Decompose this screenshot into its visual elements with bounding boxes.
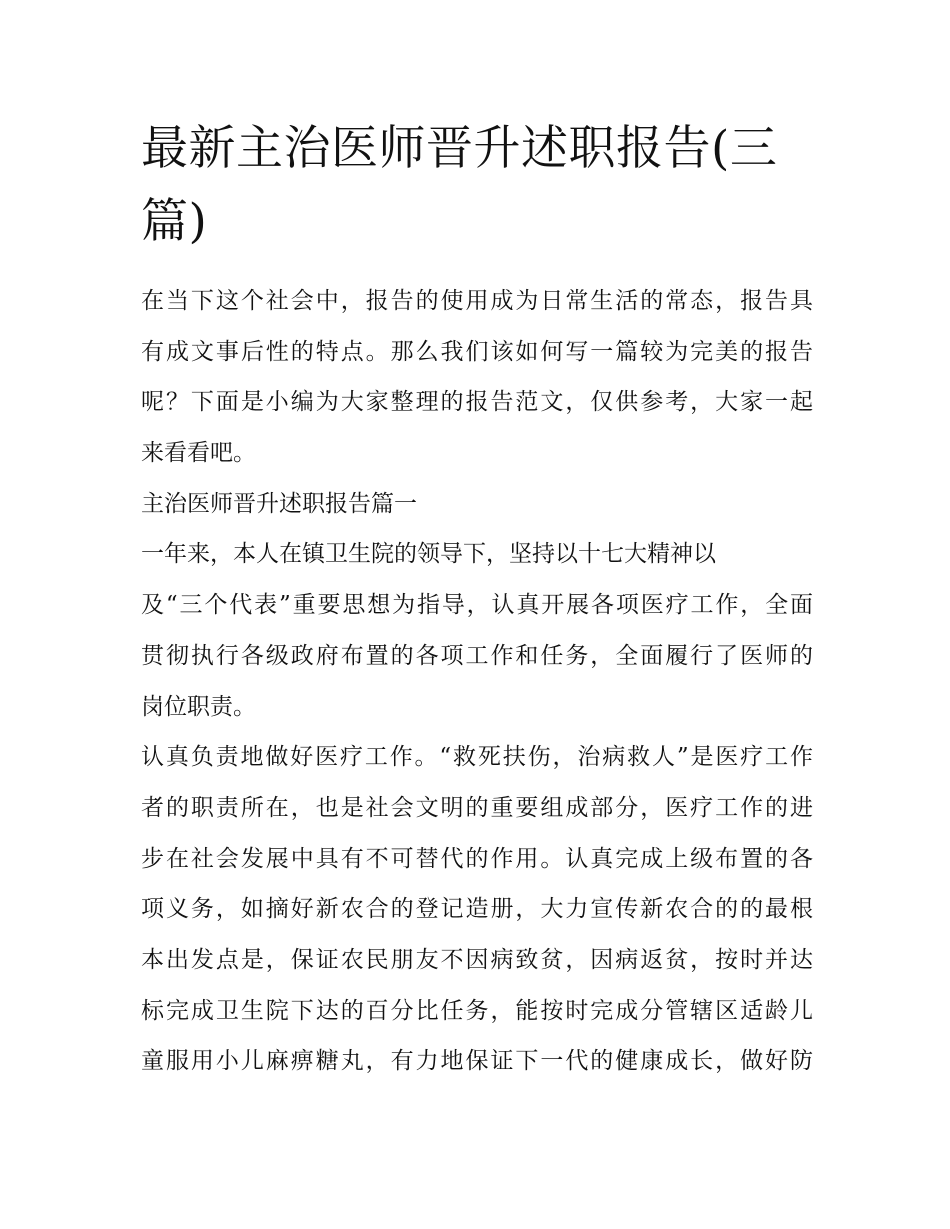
body-line: 及“三个代表”重要思想为指导，认真开展各项医疗工作，全面	[141, 592, 813, 619]
body-line: 岗位职责。	[141, 693, 256, 720]
body-line: 一年来，本人在镇卫生院的领导下，坚持以十七大精神以	[141, 541, 716, 568]
document-body	[141, 276, 813, 1087]
body-line: 在当下这个社会中，报告的使用成为日常生活的常态，报告具	[141, 288, 813, 314]
body-line: 认真负责地做好医疗工作。“救死扶伤，治病救人”是医疗工作	[141, 744, 813, 771]
body-line: 来看看吧。	[141, 440, 256, 467]
title-line: 篇)	[141, 194, 208, 249]
title-line: 最新主治医师晋升述职报告(三	[141, 121, 778, 176]
body-line: 标完成卫生院下达的百分比任务，能按时完成分管辖区适龄儿	[141, 997, 813, 1024]
body-line: 本出发点是，保证农民朋友不因病致贫，因病返贫，按时并达	[141, 946, 813, 973]
body-line: 童服用小儿麻痹糖丸，有力地保证下一代的健康成长，做好防	[141, 1048, 813, 1075]
body-line: 者的职责所在，也是社会文明的重要组成部分，医疗工作的进	[141, 794, 813, 821]
document-title	[141, 112, 813, 258]
body-line: 项义务，如摘好新农合的登记造册，大力宣传新农合的的最根	[141, 896, 813, 923]
body-line: 有成文事后性的特点。那么我们该如何写一篇较为完美的报告	[141, 338, 813, 365]
section-heading: 主治医师晋升述职报告篇一	[141, 490, 417, 517]
body-line: 步在社会发展中具有不可替代的作用。认真完成上级布置的各	[141, 845, 813, 872]
body-line: 呢？下面是小编为大家整理的报告范文，仅供参考，大家一起	[141, 389, 813, 416]
body-line: 贯彻执行各级政府布置的各项工作和任务，全面履行了医师的	[141, 642, 813, 669]
